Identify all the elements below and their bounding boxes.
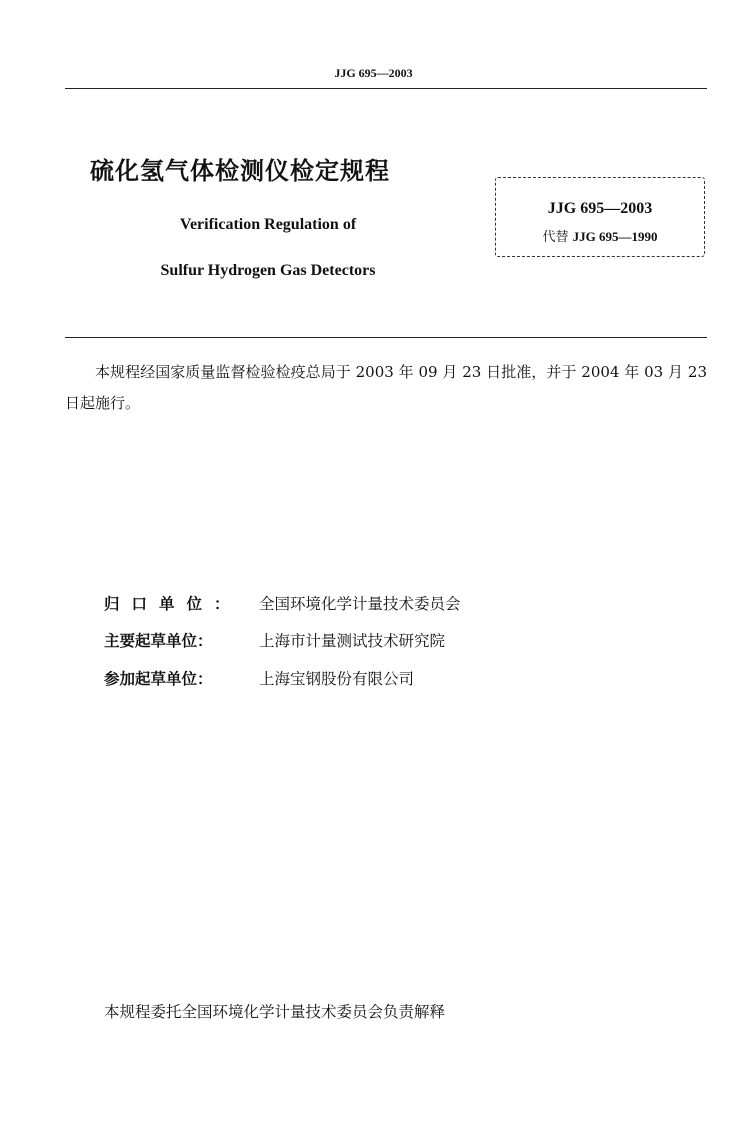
title-english-line2: Sulfur Hydrogen Gas Detectors	[160, 262, 376, 279]
org-label: 归口单位：	[104, 595, 242, 613]
interpretation-note: 本规程委托全国环境化学计量技术委员会负责解释	[104, 1003, 446, 1021]
regulation-code-box	[495, 177, 705, 257]
org-value: 上海市计量测试技术研究院	[259, 632, 446, 650]
org-row-main-drafter	[104, 629, 445, 653]
org-value: 全国环境化学计量技术委员会	[259, 595, 461, 613]
regulation-code: JJG 695—2003	[547, 200, 653, 217]
replaced-code: JJG 695—1990	[572, 229, 658, 244]
middle-rule	[65, 337, 707, 338]
approval-statement: 本规程经国家质量监督检验检疫总局于 2003 年 09 月 23 日批准，并于 2004 年 03 月 23 日起施行。	[65, 363, 707, 412]
header-code: JJG 695—2003	[334, 66, 413, 80]
org-label: 参加起草单位：	[104, 670, 213, 688]
replaces-label: 代替	[542, 230, 569, 245]
title-english-line1: Verification Regulation of	[179, 216, 357, 233]
org-row-participating-drafter	[104, 667, 414, 691]
title-chinese: 硫化氢气体检测仪检定规程	[90, 157, 390, 185]
org-row-responsible	[104, 592, 461, 616]
top-rule	[65, 88, 707, 89]
replaces-line	[496, 226, 704, 245]
org-label: 主要起草单位：	[104, 632, 213, 650]
org-value: 上海宝钢股份有限公司	[259, 670, 415, 688]
